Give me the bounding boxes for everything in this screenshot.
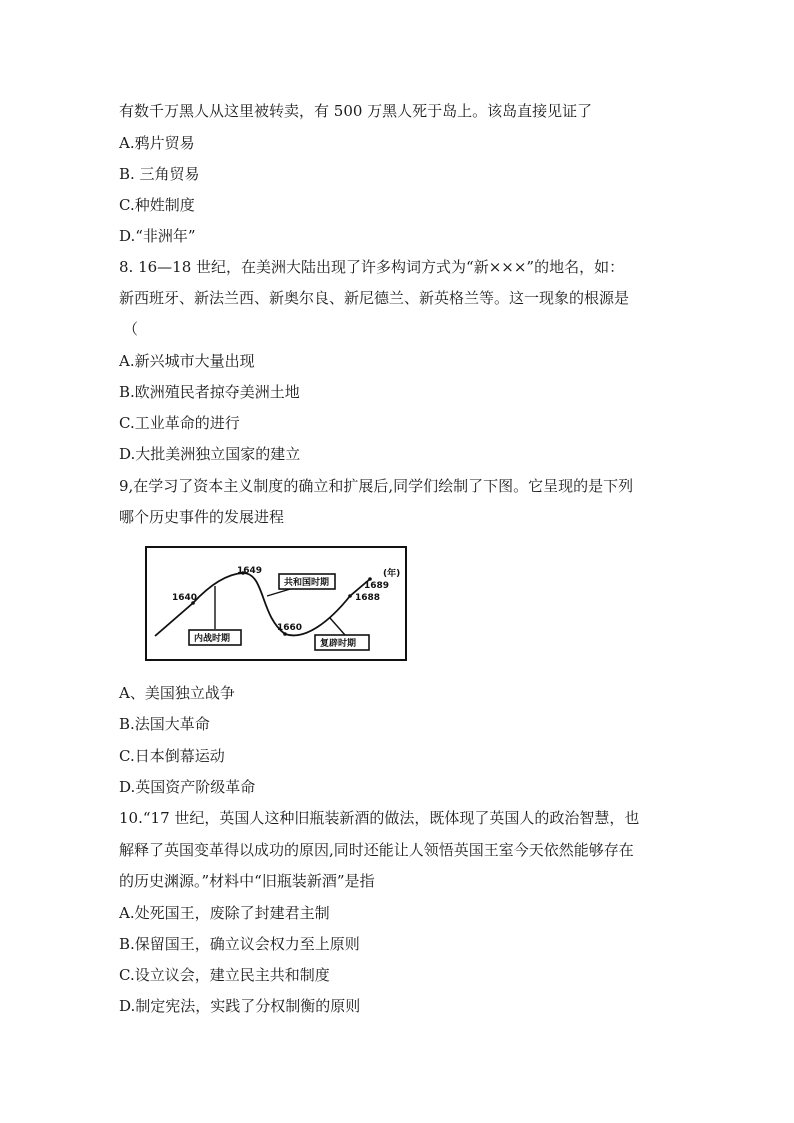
year-1660: 1660: [277, 623, 303, 633]
q9-option-c: C.日本倒幕运动: [119, 747, 225, 765]
year-1689: 1689: [364, 581, 390, 591]
unit-label: (年): [383, 569, 401, 579]
q8-option-b: B.欧洲殖民者掠夺美洲土地: [119, 383, 300, 401]
year-1688: 1688: [355, 593, 381, 603]
q9-stem-line2: 哪个历史事件的发展进程: [119, 508, 285, 526]
q9-stem-line1: 9,在学习了资本主义制度的确立和扩展后,同学们绘制了下图。它呈现的是下列: [119, 477, 634, 495]
q8-stem-line2: 新西班牙、新法兰西、新奥尔良、新尼德兰、新英格兰等。这一现象的根源是: [119, 289, 630, 307]
q8-answer-bracket: （: [123, 320, 139, 338]
q9-timeline-figure: [145, 546, 407, 661]
q7-option-d: D.“非洲年”: [119, 227, 196, 245]
q8-stem-line1: 8. 16—18 世纪，在美洲大陆出现了许多构词方式为“新×××”的地名，如：: [119, 258, 625, 276]
point-1688: [348, 594, 352, 598]
q7-option-c: C.种姓制度: [119, 196, 195, 214]
q8-option-a: A.新兴城市大量出现: [119, 352, 255, 370]
q9-option-d: D.英国资产阶级革命: [119, 778, 256, 796]
q10-option-d: D.制定宪法，实践了分权制衡的原则: [119, 997, 361, 1015]
q10-stem-line1: 10.“17 世纪，英国人这种旧瓶装新酒的做法，既体现了英国人的政治智慧，也: [119, 809, 640, 827]
q9-option-b: B.法国大革命: [119, 715, 210, 733]
period-restoration: 复辟时期: [320, 639, 357, 649]
q8-option-d: D.大批美洲独立国家的建立: [119, 445, 301, 463]
q10-option-a: A.处死国王，废除了封建君主制: [119, 904, 330, 922]
q8-option-c: C.工业革命的进行: [119, 414, 240, 432]
q7-option-b: B. 三角贸易: [119, 165, 200, 183]
q10-option-b: B.保留国王，确立议会权力至上原则: [119, 935, 360, 953]
period-republic: 共和国时期: [284, 578, 330, 588]
q10-stem-line3: 的历史渊源。”材料中“旧瓶装新酒”是指: [119, 872, 375, 890]
q7-option-a: A.鸦片贸易: [119, 134, 195, 152]
year-1649: 1649: [237, 566, 263, 576]
period-civil-war: 内战时期: [194, 634, 231, 644]
q10-option-c: C.设立议会，建立民主共和制度: [119, 966, 330, 984]
q7-stem: 有数千万黑人从这里被转卖，有 500 万黑人死于岛上。该岛直接见证了: [119, 102, 593, 120]
year-1640: 1640: [172, 593, 198, 603]
q9-option-a: A、美国独立战争: [119, 684, 235, 702]
q10-stem-line2: 解释了英国变革得以成功的原因,同时还能让人领悟英国王室今天依然能够存在: [119, 841, 634, 859]
